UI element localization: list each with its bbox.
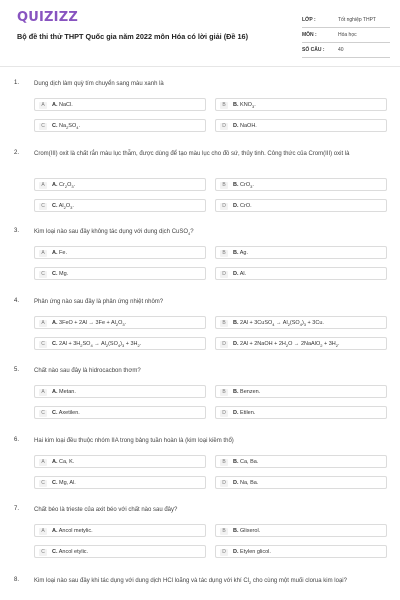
answer-option-a[interactable] <box>34 316 206 329</box>
question-text: Chất nào sau đây là hidrocacbon thơm? <box>34 368 141 374</box>
answer-option-d[interactable] <box>215 119 387 132</box>
option-text: A. Metan. <box>52 389 76 395</box>
option-letter-badge: C <box>39 480 47 487</box>
option-letter-badge: D <box>220 123 228 130</box>
answer-option-d[interactable] <box>215 406 387 419</box>
option-letter-badge: A <box>39 182 47 189</box>
option-letter-badge: D <box>220 203 228 210</box>
answer-option-a[interactable] <box>34 385 206 398</box>
option-letter-badge: B <box>220 320 228 327</box>
question-text: Crom(III) oxit là chất rắn màu lục thẫm, được dùng để tạo màu lục cho đồ sứ, thủy tinh. Công thức của Crom(III) oxit là <box>34 151 350 157</box>
meta-value: Hóa học <box>338 32 357 38</box>
option-text: B. Ca, Ba. <box>233 459 259 465</box>
answer-option-b[interactable] <box>215 98 387 111</box>
answer-option-c[interactable] <box>34 545 206 558</box>
worksheet-header <box>0 0 400 68</box>
answer-option-c[interactable] <box>34 337 206 350</box>
option-text: D. 2Al + 2NaOH + $2H_2O$ → 2NaAlO$_2$ + $3H_2$. <box>233 341 340 349</box>
option-text: D. Na, Ba. <box>233 480 259 486</box>
question-text: Kim loại nào sau đây khi tác dụng với dung dịch HCl loãng và tác dụng với khí $Cl_2$ cho cùng một muối clorua kim loại? <box>34 578 347 586</box>
answer-option-d[interactable] <box>215 337 387 350</box>
answer-option-a[interactable] <box>34 524 206 537</box>
answer-option-b[interactable] <box>215 316 387 329</box>
answer-option-c[interactable] <box>34 406 206 419</box>
option-letter-badge: C <box>39 123 47 130</box>
answer-option-b[interactable] <box>215 246 387 259</box>
option-text: A. NaCl. <box>52 102 73 108</box>
answer-option-d[interactable] <box>215 476 387 489</box>
option-letter-badge: D <box>220 480 228 487</box>
option-letter-badge: B <box>220 102 228 109</box>
answer-option-d[interactable] <box>215 545 387 558</box>
option-text: C. Mg. <box>52 271 69 277</box>
question-number: 7. <box>14 506 20 512</box>
meta-value: 40 <box>338 47 344 53</box>
option-letter-badge: C <box>39 341 47 348</box>
option-letter-badge: B <box>220 250 228 257</box>
answer-option-b[interactable] <box>215 385 387 398</box>
answer-option-a[interactable] <box>34 98 206 111</box>
answer-option-a[interactable] <box>34 246 206 259</box>
answer-option-b[interactable] <box>215 455 387 468</box>
meta-key: LỚP : <box>302 17 316 23</box>
answer-option-b[interactable] <box>215 524 387 537</box>
option-text: C. $Na_2SO_4$. <box>52 123 81 131</box>
option-text: D. CrO. <box>233 203 252 209</box>
option-text: B. CrO$_3$. <box>233 182 254 190</box>
question-number: 8. <box>14 577 20 583</box>
option-text: D. NaOH. <box>233 123 257 129</box>
option-text: B. Ag. <box>233 250 248 256</box>
option-text: D. Etilen. <box>233 410 256 416</box>
option-text: C. Ancol etylic. <box>52 549 89 555</box>
option-text: B. Glixerol. <box>233 528 261 534</box>
answer-option-c[interactable] <box>34 119 206 132</box>
answer-option-c[interactable] <box>34 267 206 280</box>
quizizz-logo: QUIZIZZ <box>17 10 78 25</box>
option-letter-badge: A <box>39 102 47 109</box>
option-letter-badge: B <box>220 182 228 189</box>
option-letter-badge: B <box>220 459 228 466</box>
option-letter-badge: B <box>220 389 228 396</box>
meta-key: SỐ CÂU : <box>302 47 325 53</box>
meta-row-subject <box>302 29 390 43</box>
answer-option-b[interactable] <box>215 178 387 191</box>
answer-option-c[interactable] <box>34 476 206 489</box>
option-letter-badge: B <box>220 528 228 535</box>
question-number: 2. <box>14 150 20 156</box>
meta-value: Tốt nghiệp THPT <box>338 17 376 23</box>
answer-option-d[interactable] <box>215 267 387 280</box>
option-text: A. Fe. <box>52 250 67 256</box>
option-letter-badge: C <box>39 410 47 417</box>
option-text: A. Ca, K. <box>52 459 75 465</box>
option-letter-badge: A <box>39 389 47 396</box>
worksheet-meta <box>302 14 390 59</box>
answer-option-c[interactable] <box>34 199 206 212</box>
option-text: C. $Al_2O_3$. <box>52 203 74 211</box>
option-text: B. $KNO_3$. <box>233 102 256 110</box>
question-text: Phản ứng nào sau đây là phản ứng nhiệt nhôm? <box>34 299 164 305</box>
worksheet-title: Bộ đề thi thử THPT Quốc gia năm 2022 môn Hóa có lời giải (Đề 16) <box>17 32 249 41</box>
option-text: C. Axetilen. <box>52 410 80 416</box>
option-letter-badge: D <box>220 549 228 556</box>
option-letter-badge: C <box>39 549 47 556</box>
option-text: C. $2Al + 3H_2SO_4 \to Al_2(SO_4)_3 + 3H_2$. <box>52 341 142 349</box>
option-text: A. $3FeO + 2Al \to 3Fe + Al_2O_3$. <box>52 320 127 328</box>
option-text: D. Al. <box>233 271 247 277</box>
question-text: Chất béo là trieste của axit béo với chất nào sau đây? <box>34 507 178 513</box>
option-text: A. Ancol metylic. <box>52 528 93 534</box>
meta-row-count <box>302 44 390 58</box>
answer-option-a[interactable] <box>34 455 206 468</box>
question-number: 1. <box>14 80 20 86</box>
meta-key: MÔN : <box>302 32 317 38</box>
option-letter-badge: A <box>39 459 47 466</box>
header-divider <box>0 66 400 67</box>
question-number: 3. <box>14 228 20 234</box>
question-number: 4. <box>14 298 20 304</box>
option-text: B. 2Al + 3CuSO$_4$ → $Al_2(SO_4)_3 + 3Cu$. <box>233 320 324 328</box>
option-letter-badge: C <box>39 271 47 278</box>
option-text: C. Mg, Al. <box>52 480 76 486</box>
option-letter-badge: C <box>39 203 47 210</box>
option-letter-badge: D <box>220 341 228 348</box>
question-text: Dung dịch làm quỳ tím chuyển sang màu xanh là <box>34 81 164 87</box>
question-text: Kim loại nào sau đây không tác dụng với dung dịch CuSO$_4$? <box>34 229 194 237</box>
option-letter-badge: A <box>39 528 47 535</box>
option-letter-badge: A <box>39 250 47 257</box>
meta-row-class <box>302 14 390 28</box>
option-letter-badge: D <box>220 271 228 278</box>
option-letter-badge: D <box>220 410 228 417</box>
option-letter-badge: A <box>39 320 47 327</box>
option-text: A. $Cr_2O_3$. <box>52 182 76 190</box>
question-number: 6. <box>14 437 20 443</box>
question-number: 5. <box>14 367 20 373</box>
answer-option-d[interactable] <box>215 199 387 212</box>
option-text: B. Benzen. <box>233 389 261 395</box>
question-text: Hai kim loại đều thuộc nhóm IIA trong bảng tuần hoàn là (kim loại kiềm thổ) <box>34 438 234 444</box>
answer-option-a[interactable] <box>34 178 206 191</box>
option-text: D. Etylen glicol. <box>233 549 271 555</box>
